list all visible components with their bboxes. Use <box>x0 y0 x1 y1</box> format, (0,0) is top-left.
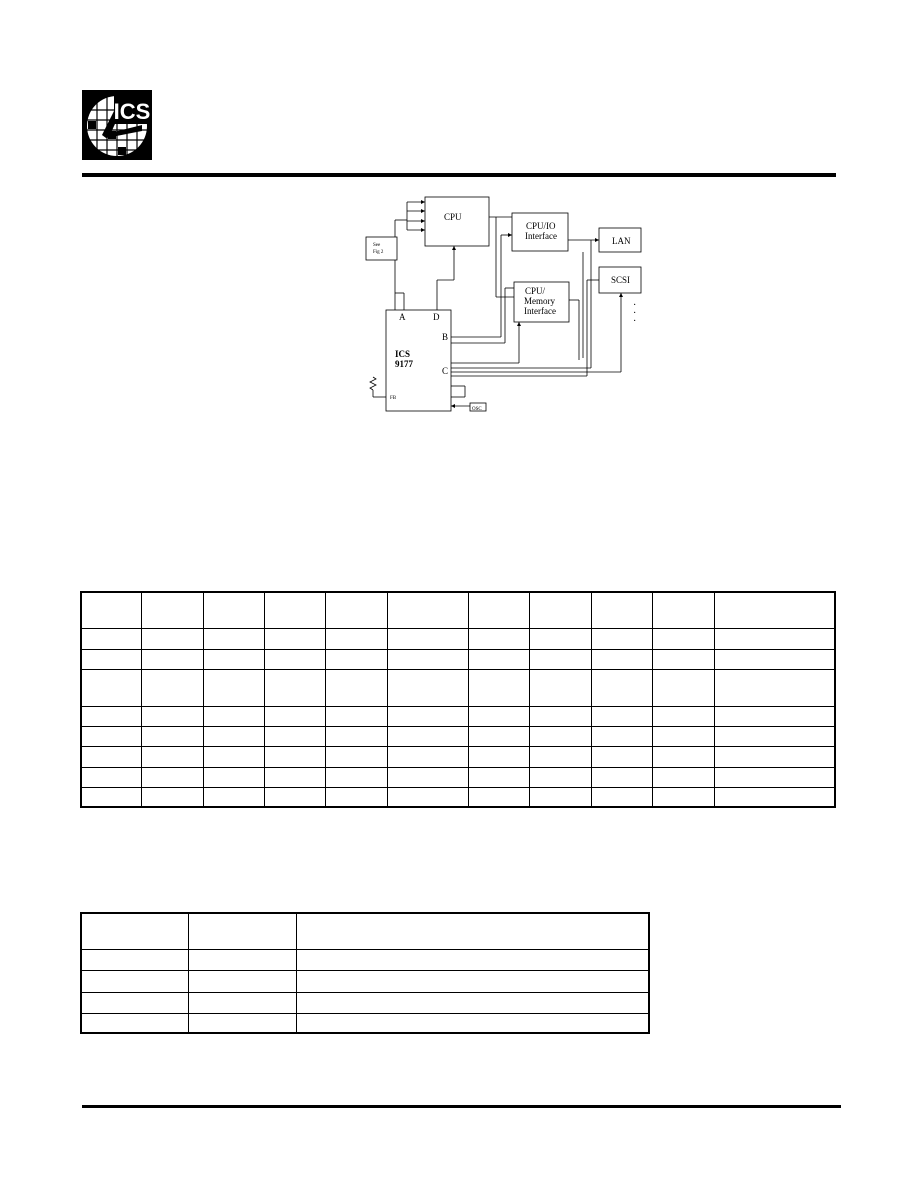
see-fig-label-2: Fig 2 <box>373 250 384 255</box>
cpu-memory-label-1: CPU/ <box>525 286 546 296</box>
table-row <box>81 726 835 746</box>
pin-table <box>80 912 650 1034</box>
lan-label: LAN <box>612 236 631 246</box>
table-row <box>81 970 649 992</box>
bottom-rule <box>82 1105 841 1108</box>
table-row <box>81 1013 649 1033</box>
table-row <box>81 767 835 787</box>
pin-a-label: A <box>399 312 406 322</box>
specs-table <box>80 591 836 808</box>
table-row <box>81 992 649 1013</box>
pin-d-label: D <box>433 312 440 322</box>
block-diagram <box>355 190 655 420</box>
scsi-label: SCSI <box>611 275 631 285</box>
pin-fb-label: FB <box>390 396 397 401</box>
ics-logo <box>82 90 152 160</box>
cpu-io-label-2: Interface <box>525 231 557 241</box>
top-rule <box>82 173 836 177</box>
table-row <box>81 746 835 767</box>
cpu-label: CPU <box>444 212 462 222</box>
cpu-io-label-1: CPU/IO <box>526 221 556 231</box>
pin-b-label: B <box>442 332 449 342</box>
table-row <box>81 628 835 649</box>
table-row <box>81 949 649 970</box>
chip-label-2: 9177 <box>395 359 413 369</box>
ellipsis-dot-3: · <box>633 316 637 327</box>
table-row <box>81 787 835 807</box>
table-row <box>81 706 835 726</box>
pin-c-label: C <box>442 366 449 376</box>
cpu-memory-label-2: Memory <box>524 296 555 306</box>
table-row <box>81 592 835 628</box>
osc-label: OSC <box>472 407 482 412</box>
see-fig-box <box>366 237 397 260</box>
see-fig-label-1: See <box>373 243 381 248</box>
cpu-memory-label-3: Interface <box>524 306 556 316</box>
logo-text: ICS <box>113 99 151 124</box>
table-row <box>81 649 835 669</box>
ellipsis-dot-2: · <box>633 308 637 319</box>
ellipsis-dot-1: · <box>633 300 637 311</box>
table-row <box>81 913 649 949</box>
table-row <box>81 669 835 706</box>
chip-label-1: ICS <box>395 349 411 359</box>
